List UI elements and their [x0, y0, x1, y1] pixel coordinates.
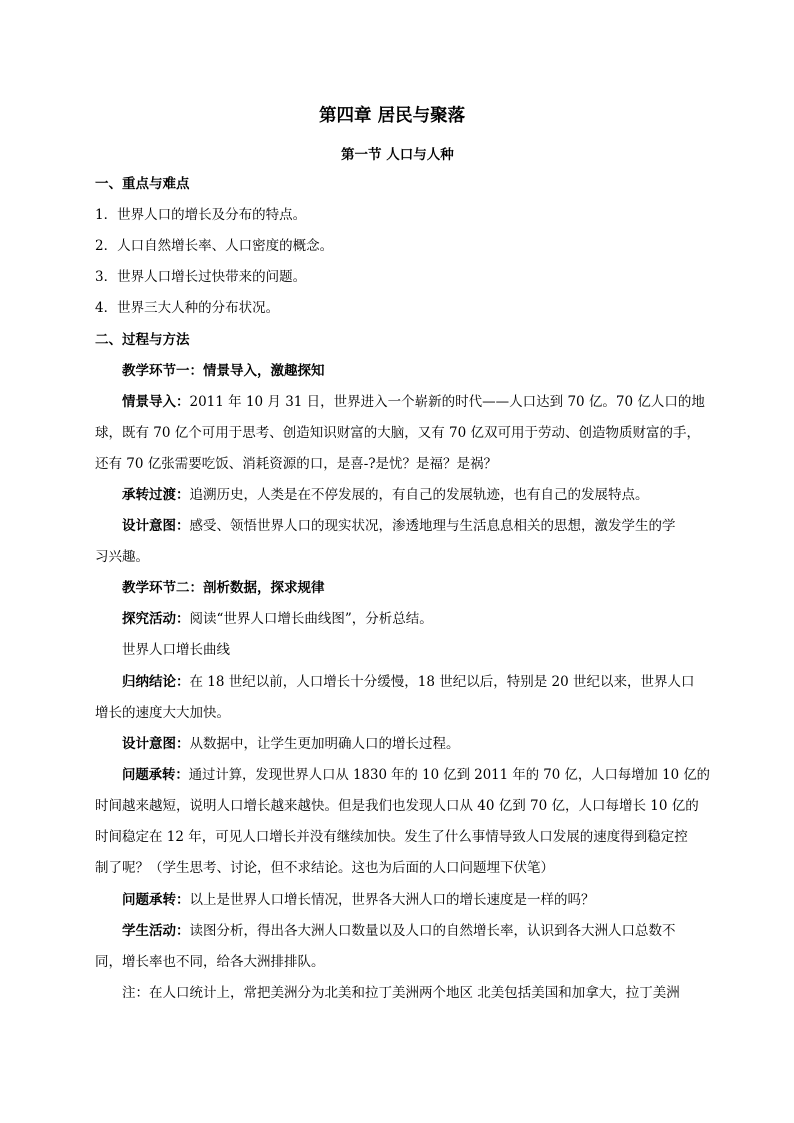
- student-text: 读图分析，得出各大洲人口数量以及人口的自然增长率，认识到各大洲人口总数不: [189, 923, 676, 939]
- q1-label: 问题承转：: [122, 767, 189, 783]
- design-text: 从数据中，让学生更加明确人口的增长过程。: [189, 736, 460, 752]
- transition-label: 承转过渡：: [122, 487, 190, 503]
- note-label: 注：: [122, 985, 149, 1001]
- q1-text-line: 时间越来越短，说明人口增长越来越快。但是我们也发现人口从 40 亿到 70 亿，人口每增长 10 亿的: [95, 798, 699, 814]
- design-intent-line: [122, 734, 460, 754]
- design-intent-line: [122, 516, 676, 536]
- intro-label: 情景导入：: [122, 394, 190, 410]
- note-text: 在人口统计上，常把美洲分为北美和拉丁美洲两个地区 北美包括美国和加拿大，拉丁美洲: [149, 985, 680, 1001]
- intro-text: 2011 年 10 月 31 日，世界进入一个崭新的时代——人口达到 70 亿。70 亿人口的地: [189, 394, 705, 410]
- explore-label: 探究活动：: [122, 611, 190, 627]
- student-label: 学生活动：: [122, 923, 190, 939]
- intro-text-line: 球，既有 70 亿个可用于思考、创造知识财富的大脑，又有 70 亿双可用于劳动、创造物质财富的手，: [95, 425, 701, 441]
- design-label: 设计意图：: [122, 736, 190, 752]
- transition-line: [122, 485, 649, 505]
- conclusion-text: 在 18 世纪以前，人口增长十分缓慢，18 世纪以后，特别是 20 世纪以来，世界人口: [189, 674, 695, 690]
- key-point-item: 3．世界人口增长过快带来的问题。: [95, 269, 307, 285]
- figure-caption: 世界人口增长曲线: [122, 642, 230, 658]
- q1-text: 通过计算，发现世界人口从 1830 年的 10 亿到 2011 年的 70 亿，人口每增加 10 亿的: [188, 767, 711, 783]
- conclusion-label: 归纳结论：: [122, 674, 190, 690]
- design-text: 感受、领悟世界人口的现实状况，渗透地理与生活息息相关的思想，激发学生的学: [189, 518, 676, 534]
- question-transition-line: [122, 890, 595, 910]
- student-text-line: 同，增长率也不同，给各大洲排排队。: [95, 954, 325, 970]
- design-label: 设计意图：: [122, 518, 190, 534]
- note-line: [122, 983, 680, 1003]
- design-text-line: 习兴趣。: [95, 549, 149, 565]
- part2-heading: 二、过程与方法: [95, 332, 190, 348]
- question-transition-line: [122, 765, 710, 785]
- chapter-title: 第四章 居民与聚落: [319, 106, 466, 126]
- key-point-item: 1．世界人口的增长及分布的特点。: [95, 207, 307, 223]
- q2-text: 以上是世界人口增长情况，世界各大洲人口的增长速度是一样的吗？: [189, 892, 595, 908]
- explore-text: 阅读“世界人口增长曲线图”，分析总结。: [189, 611, 433, 627]
- key-point-item: 2．人口自然增长率、人口密度的概念。: [95, 238, 334, 254]
- student-activity-line: [122, 921, 676, 941]
- key-point-item: 4．世界三大人种的分布状况。: [95, 300, 280, 316]
- q1-text-line: 时间稳定在 12 年，可见人口增长并没有继续加快。发生了什么事情导致人口发展的速度得到稳定控: [95, 829, 688, 845]
- section-title: 第一节 人口与人种: [341, 147, 454, 163]
- q1-text-line: 制了呢？（学生思考、讨论，但不求结论。这也为后面的人口问题埋下伏笔）: [95, 860, 554, 876]
- intro-text-line: 还有 70 亿张需要吃饭、消耗资源的口，是喜-?是忧？是福？是祸？: [95, 456, 498, 472]
- transition-text: 追溯历史，人类是在不停发展的，有自己的发展轨迹，也有自己的发展特点。: [189, 487, 649, 503]
- conclusion-text-line: 增长的速度大大加快。: [95, 705, 230, 721]
- q2-label: 问题承转：: [122, 892, 190, 908]
- explore-line: [122, 609, 433, 629]
- intro-paragraph-line: [122, 392, 705, 412]
- conclusion-line: [122, 672, 695, 692]
- stage1-heading: 教学环节一：情景导入，激趣探知: [122, 363, 325, 379]
- stage2-heading: 教学环节二：剖析数据，探求规律: [122, 580, 325, 596]
- part1-heading: 一、重点与难点: [95, 176, 190, 192]
